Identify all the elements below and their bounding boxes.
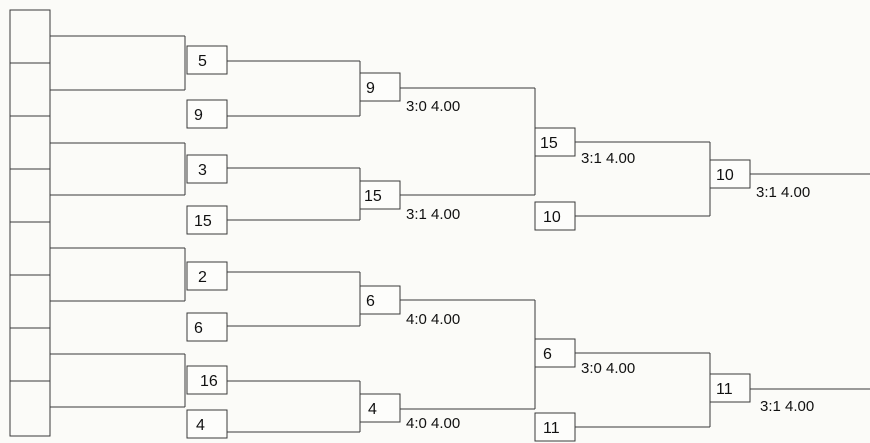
round2-value: 15 [364, 188, 382, 205]
round1-box [187, 100, 227, 128]
round1-value: 16 [200, 373, 218, 390]
round3 [535, 128, 635, 441]
match-score: 3:1 4.00 [756, 184, 811, 201]
round1-box [187, 262, 227, 290]
round2-box [360, 394, 400, 422]
round1-value: 5 [198, 53, 207, 70]
round1-value: 4 [196, 417, 205, 434]
match-score: 3:1 4.00 [581, 150, 636, 167]
round2-value: 4 [368, 401, 377, 418]
round1-connectors [50, 36, 185, 407]
match-score: 4:0 4.00 [406, 311, 461, 328]
round1-value: 3 [198, 162, 207, 179]
round2-value: 9 [366, 80, 375, 97]
match-score: 3:0 4.00 [406, 98, 461, 115]
round3-value: 10 [543, 209, 561, 226]
round4-value: 10 [716, 167, 734, 184]
round1-value: 9 [194, 107, 203, 124]
match-score: 3:0 4.00 [581, 360, 636, 377]
match-score: 4:0 4.00 [406, 415, 461, 432]
round2 [360, 73, 460, 432]
round3-value: 15 [540, 135, 558, 152]
round3-value: 6 [543, 346, 552, 363]
round4 [710, 160, 870, 415]
round1-box [187, 155, 227, 183]
round4-value: 11 [716, 381, 733, 398]
match-score: 3:1 4.00 [760, 398, 815, 415]
round1-value: 2 [198, 269, 207, 286]
round4-connectors [575, 142, 710, 427]
round1-boxes [187, 46, 227, 438]
round1-box [187, 410, 227, 438]
round3-value: 11 [543, 420, 560, 437]
round2-value: 6 [366, 293, 375, 310]
round3-box [535, 339, 575, 367]
match-score: 3:1 4.00 [406, 206, 461, 223]
round1-box [187, 313, 227, 341]
round3-connectors [400, 88, 535, 409]
entry-column-frame [10, 10, 50, 436]
round1-value: 6 [194, 320, 203, 337]
entry-column [10, 10, 50, 436]
round1-box [187, 46, 227, 74]
round2-connectors [227, 61, 360, 432]
round1-value: 15 [194, 213, 212, 230]
